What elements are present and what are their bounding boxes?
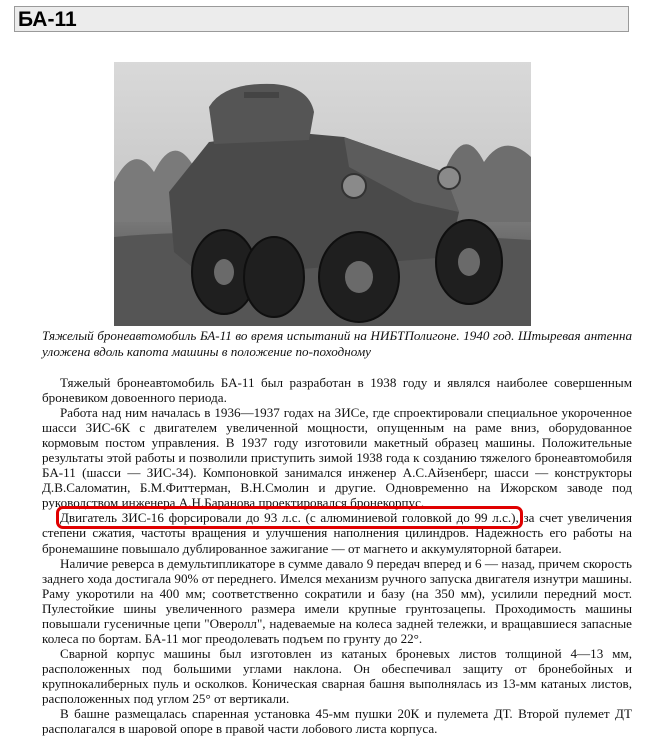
paragraph-transmission: Наличие реверса в демультипликаторе в сумме давало 9 передач вперед и 6 — назад, причем скорость заднего хода достигала 90% от переднего. Имелся механизм ручного запуска двигателя изнутри машины. Раму укоротили на 400 мм; соответственно сократили и базу (на 350 мм), усилили передний мост. Пулестойкие шины увеличенного размера имели крупные грунтозацепы. Проходимость машины повышали гусеничные цепи "Оверолл", надеваемые на колеса задней тележки, и вращавшиеся запасные колеса по бортам. БА-11 мог преодолевать подъем по грунту до 22°. [42,555,632,646]
armored-car-photo-drawing [114,62,531,326]
engine-sentence-rest: за счет увеличения степени сжатия, частоты вращения и улучшения наполнения цилиндров. Надежность его работы на бронемашине повышало дублированное зажигание — от магнето и аккумуляторной батареи. [42,510,632,556]
photo-caption: Тяжелый бронеавтомобиль БА-11 во время испытаний на НИБТПолигоне. 1940 год. Штыревая антенна уложена вдоль капота машины в положение по-походному [42,328,632,359]
page-title: БА-11 [18,8,77,31]
paragraph-development: Работа над ним началась в 1936—1937 годах на ЗИСе, где спроектировали специальное укороченное шасси ЗИС-6К с двигателем увеличенной мощности, опущенным на раме вниз, оборудованное кормовым постом управления. В 1937 году изготовили макетный образец машины. Положительные результаты этой работы и позволили приступить зимой 1938 года к созданию тяжелого бронеавтомобиля БА-11 (шасси — ЗИС-34). Компоновкой занимался инженер А.С.Айзенберг, шасси — конструкторы Д.В.Саломатин, Б.М.Фиттерман, В.Н.Смолин и другие. Одновременно на Ижорском заводе под руководством инженера А.Н.Баранова проектировался бронекорпус. [42,405,632,511]
paragraph-intro: Тяжелый бронеавтомобиль БА-11 был разработан в 1938 году и являлся наиболее совершенным броневиком довоенного периода. [42,375,632,406]
article-body [42,375,632,736]
photo-armored-car [114,62,531,326]
highlighted-engine-sentence: Двигатель ЗИС-16 форсировали до 93 л.с. (с алюминиевой головкой до 99 л.с.), [60,510,519,526]
paragraph-engine [42,510,632,555]
paragraph-hull: Сварной корпус машины был изготовлен из катаных броневых листов толщиной 4—13 мм, расположенных под большими углами наклона. Он обеспечивал защиту от бронебойных и крупнокалиберных пуль и осколков. Коническая сварная башня выполнялась из 13-мм катаных листов, расположенных под углом 25° от вертикали. [42,645,632,706]
paragraph-armament: В башне размещалась спаренная установка 45-мм пушки 20К и пулемета ДТ. Второй пулемет ДТ располагался в шаровой опоре в правой части лобового листа корпуса. [42,706,632,737]
title-bar [14,6,629,32]
